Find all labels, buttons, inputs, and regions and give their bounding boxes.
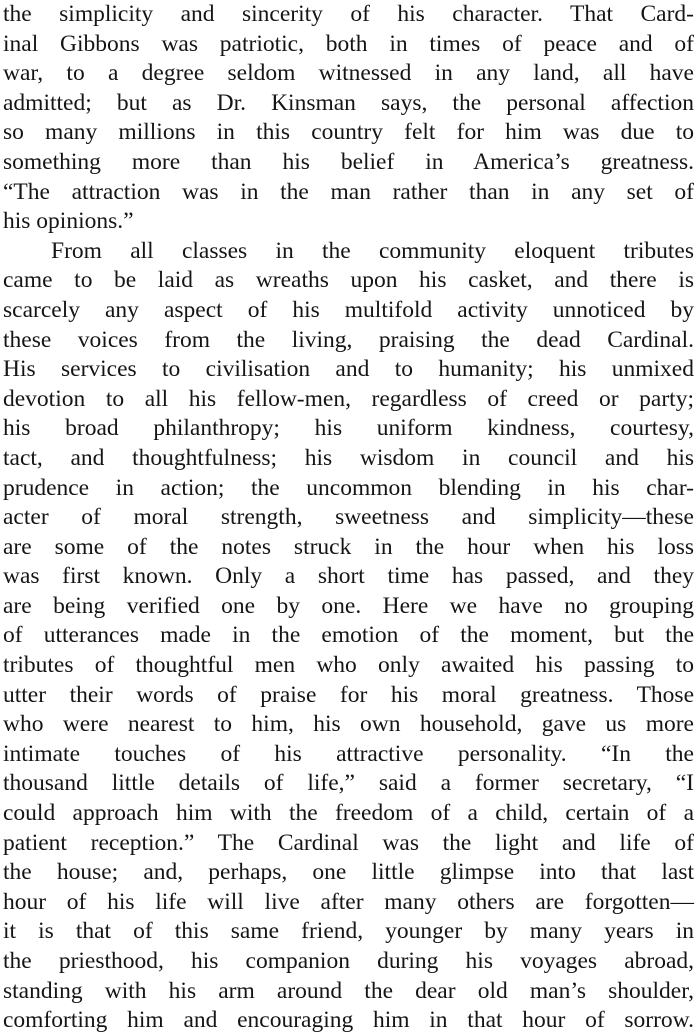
text-line: acter of moral strength, sweetness and simplicity—these bbox=[3, 504, 694, 531]
text-line: the simplicity and sincerity of his character. That Card- bbox=[3, 1, 694, 27]
text-line: patient reception.” The Cardinal was the light and life of bbox=[3, 829, 694, 856]
text-line: are being verified one by one. Here we have no grouping bbox=[3, 592, 694, 619]
text-line: scarcely any aspect of his multifold activity unnoticed by bbox=[3, 296, 694, 323]
text-line: his opinions.” bbox=[3, 208, 134, 235]
text-line: was first known. Only a short time has passed, and they bbox=[3, 563, 694, 590]
text-line: hour of his life will live after many others are forgotten— bbox=[3, 888, 694, 915]
text-line: his broad philanthropy; his uniform kindness, courtesy, bbox=[3, 415, 694, 442]
text-line: of utterances made in the emotion of the moment, but the bbox=[3, 622, 694, 649]
text-line: intimate touches of his attractive personality. “In the bbox=[3, 740, 694, 767]
text-line: tributes of thoughtful men who only awaited his passing to bbox=[3, 652, 694, 679]
text-line: so many millions in this country felt for him was due to bbox=[3, 119, 694, 146]
text-line: standing with his arm around the dear old man’s shoulder, bbox=[3, 977, 694, 1004]
text-line: comforting him and encouraging him in that hour of sorrow. bbox=[3, 1007, 694, 1034]
text-line: something more than his belief in America’s greatness. bbox=[3, 148, 694, 175]
text-line: His services to civilisation and to humanity; his unmixed bbox=[3, 356, 694, 383]
text-line: thousand little details of life,” said a former secretary, “I bbox=[3, 770, 694, 797]
text-line: war, to a degree seldom witnessed in any land, all have bbox=[3, 60, 694, 87]
text-line: “The attraction was in the man rather than in any set of bbox=[3, 178, 694, 205]
text-line: came to be laid as wreaths upon his casket, and there is bbox=[3, 267, 694, 294]
text-line: it is that of this same friend, younger by many years in bbox=[3, 918, 694, 945]
text-line: could approach him with the freedom of a child, certain of a bbox=[3, 800, 694, 827]
text-line: prudence in action; the uncommon blending in his char- bbox=[3, 474, 694, 501]
text-line: are some of the notes struck in the hour when his loss bbox=[3, 533, 694, 560]
text-line: the priesthood, his companion during his voyages abroad, bbox=[3, 948, 694, 974]
text-line: utter their words of praise for his moral greatness. Those bbox=[3, 681, 694, 708]
text-line: admitted; but as Dr. Kinsman says, the personal affection bbox=[3, 89, 694, 116]
paragraph-2 bbox=[3, 237, 694, 1036]
text-line: inal Gibbons was patriotic, both in times of peace and of bbox=[3, 30, 694, 57]
text-line: who were nearest to him, his own household, gave us more bbox=[3, 711, 694, 738]
text-line: the house; and, perhaps, one little glimpse into that last bbox=[3, 859, 694, 886]
text-line: tact, and thoughtfulness; his wisdom in council and his bbox=[3, 444, 694, 471]
text-line: From all classes in the community eloquent tributes bbox=[51, 237, 694, 264]
text-line: these voices from the living, praising the dead Cardinal. bbox=[3, 326, 694, 353]
paragraph-1 bbox=[3, 0, 694, 237]
text-line: devotion to all his fellow-men, regardless of creed or party; bbox=[3, 385, 694, 412]
